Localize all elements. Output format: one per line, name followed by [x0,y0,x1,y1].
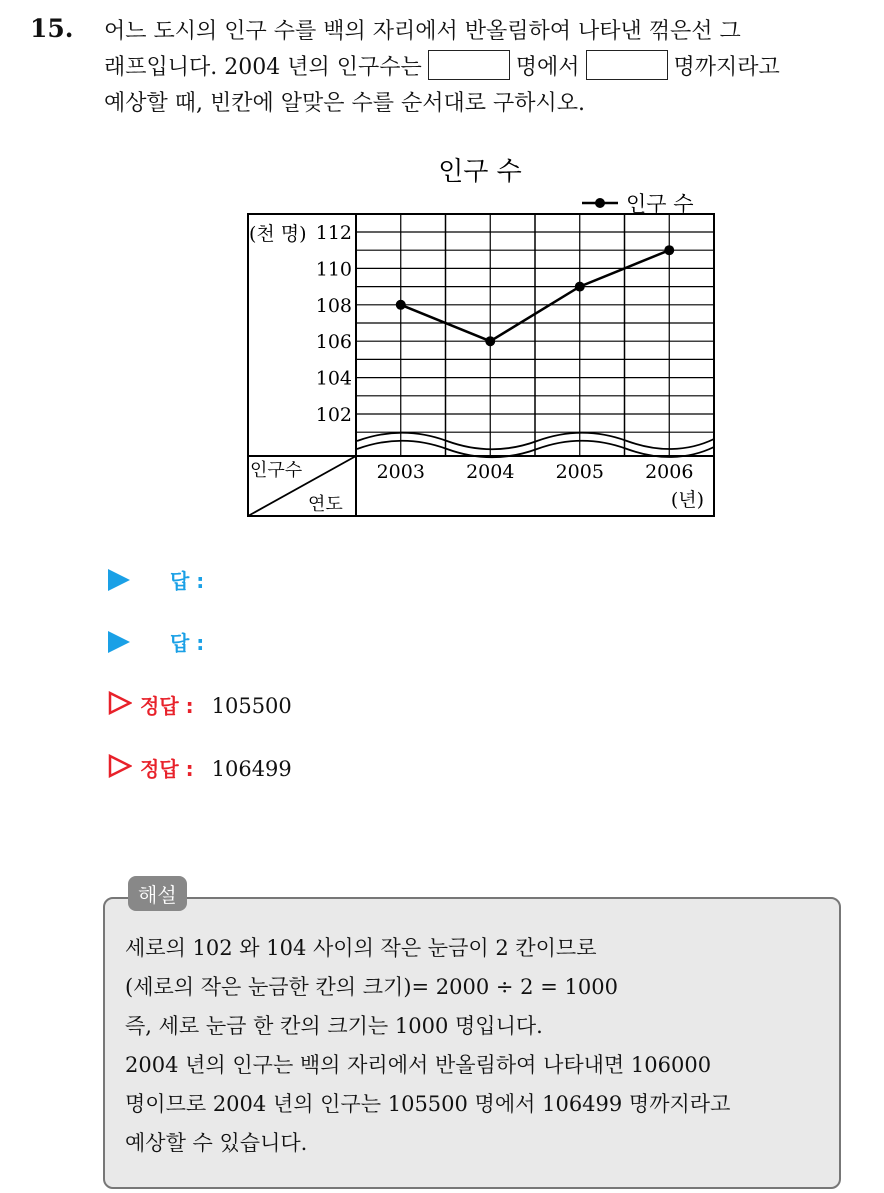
corner-top-label: 인구수 [250,460,303,481]
y-tick-labels [316,222,352,426]
correct-answer-row-2 [108,753,292,782]
y-tick-label: 104 [315,367,352,390]
question-line-2 [104,50,874,86]
y-axis-label: (천 명) [249,223,307,245]
legend-label: 인구 수 [626,192,694,216]
correct-answer-label: 정답 : [140,694,194,718]
outline-triangle-icon [108,691,132,715]
x-tick-label: 2003 [376,461,425,483]
y-tick-label: 102 [315,404,352,426]
correct-answer-label: 정답 : [140,757,194,781]
data-point [396,300,406,310]
question-text [104,14,874,122]
correct-answer-value: 106499 [211,757,292,781]
explanation-line: 세로의 102 와 104 사이의 작은 눈금이 2 칸이므로 [125,936,597,960]
data-point [575,282,585,292]
y-tick-label: 108 [315,294,352,317]
explanation-tag: 해설 [128,876,187,911]
chart-grid [356,214,714,456]
answer-label: 답 : [170,569,205,593]
explanation-box [103,897,841,1189]
explanation-line: 명이므로 2004 년의 인구는 105500 명에서 106499 명까지라고 [125,1092,731,1116]
outline-triangle-icon [108,754,132,778]
question-line-1: 어느 도시의 인구 수를 백의 자리에서 반올림하여 나타낸 꺾은선 그 [104,19,741,44]
y-tick-label: 112 [315,222,352,244]
answer-row-1 [108,565,204,594]
chart-legend [582,192,694,216]
correct-answer-value: 105500 [211,694,292,718]
data-point [485,336,495,346]
play-triangle-icon [108,569,130,591]
data-point [664,245,674,255]
play-triangle-icon [108,631,130,653]
y-tick-label: 106 [315,331,352,354]
explanation-line: 즉, 세로 눈금 한 칸의 크기는 1000 명입니다. [125,1014,543,1038]
answer-blank-1 [428,50,510,80]
answer-label: 답 : [170,631,205,655]
explanation-line: 예상할 수 있습니다. [125,1131,308,1155]
answer-row-2 [108,627,204,656]
explanation-text [125,929,730,1163]
y-tick-label: 110 [315,258,352,281]
explanation-line: 2004 년의 인구는 백의 자리에서 반올림하여 나타내면 106000 [125,1053,712,1077]
corner-bottom-label: 연도 [308,494,343,515]
chart-title: 인구 수 [438,157,522,187]
x-tick-label: 2005 [555,461,604,483]
question-line-2-c: 명까지라고 [673,55,780,80]
answer-blank-2 [586,50,668,80]
x-unit-label: (년) [670,489,704,511]
x-tick-label: 2006 [645,461,694,483]
x-tick-label: 2004 [466,461,515,483]
line-chart [230,148,730,520]
question-line-2-b: 명에서 [515,55,580,80]
x-tick-labels [377,461,694,483]
question-line-2-a: 래프입니다. 2004 년의 인구수는 [104,55,422,80]
explanation-line: (세로의 작은 눈금한 칸의 크기)= 2000 ÷ 2 = 1000 [125,975,618,999]
question-line-3: 예상할 때, 빈칸에 알맞은 수를 순서대로 구하시오. [104,91,585,116]
question-number: 15. [30,14,74,43]
correct-answer-row-1 [108,690,292,719]
